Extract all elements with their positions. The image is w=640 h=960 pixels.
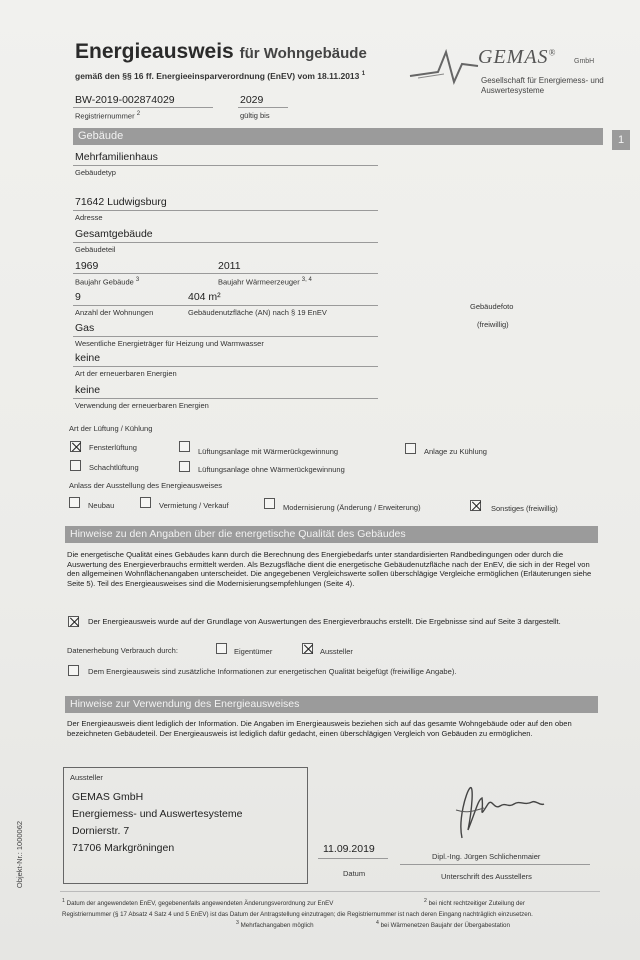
- building-type: Mehrfamilienhaus: [75, 151, 158, 163]
- checkbox-kuehlung[interactable]: [405, 443, 416, 454]
- apartments: 9: [75, 291, 81, 303]
- energy-carrier: Gas: [75, 322, 95, 334]
- logo-tagline: Gesellschaft für Energiemess- und Auswertesysteme: [481, 76, 604, 95]
- logo-name: GEMAS®: [478, 46, 557, 68]
- section-usage-header: Hinweise zur Verwendung des Energieausweises: [65, 696, 598, 713]
- option-kuehlung: Anlage zu Kühlung: [424, 447, 487, 456]
- year-heater: 2011: [218, 260, 241, 272]
- gemas-logo-icon: [408, 48, 480, 88]
- document-title: Energieausweis für Wohngebäude: [75, 40, 367, 63]
- footnote-2: $^2$ bei nicht rechtzeitiger Zuteilung der Registriernummer (§ 17 Absatz 4 Satz 4 und 5 EnEV) ist das Datum der Antragstellung einzutragen; die Registriernummer ist nach deren Eingang nachträglich einzusetzen.: [62, 898, 533, 919]
- option-aussteller: Aussteller: [320, 647, 353, 656]
- usable-area: 404 m²: [188, 291, 221, 303]
- registry-number-label: Registriernummer $^2$: [75, 111, 141, 121]
- checkbox-modernisierung[interactable]: [264, 498, 275, 509]
- apartments-label: Anzahl der Wohnungen: [75, 308, 154, 317]
- section-gebaeude-header: Gebäude: [73, 128, 603, 145]
- checkbox-schachtlueftung[interactable]: [70, 460, 81, 471]
- page-number: 1: [612, 130, 630, 150]
- building-photo-sub: (freiwillig): [477, 320, 509, 329]
- checkbox-aussteller[interactable]: [302, 643, 313, 654]
- checkbox-sonstiges[interactable]: [470, 500, 481, 511]
- energy-carrier-label: Wesentliche Energieträger für Heizung und Warmwasser: [75, 339, 264, 348]
- option-sonstiges: Sonstiges (freiwillig): [491, 504, 558, 513]
- issuer-line-3: Dornierstr. 7: [72, 825, 130, 837]
- option-modernisierung: Modernisierung (Änderung / Erweiterung): [283, 503, 421, 512]
- usage-paragraph: Der Energieausweis dient lediglich der Information. Die Angaben im Energieausweis beziehen sich auf das gesamte Wohngebäude oder auf den oben bezeichneten Gebäudeteil. Der Energieausweis ist lediglich dafür gedacht, einen überschlägigen Vergleich von Gebäuden zu ermöglichen.: [67, 719, 572, 738]
- renewable-use: keine: [75, 384, 101, 396]
- year-built: 1969: [75, 260, 99, 272]
- option-lueftung-ohne-wrg: Lüftungsanlage ohne Wärmerückgewinnung: [198, 465, 345, 474]
- option-lueftung-mit-wrg: Lüftungsanlage mit Wärmerückgewinnung: [198, 447, 339, 456]
- issuer-line-2: Energiemess- und Auswertesysteme: [72, 808, 243, 820]
- footnote-3: $^3$ Mehrfachangaben möglich: [236, 920, 314, 930]
- issuer-line-4: 71706 Markgröningen: [72, 842, 175, 854]
- zusatzinfo-text: Dem Energieausweis sind zusätzliche Informationen zur energetischen Qualität beigefügt (freiwillige Angabe).: [88, 667, 457, 676]
- option-vermietung: Vermietung / Verkauf: [159, 501, 229, 510]
- option-neubau: Neubau: [88, 501, 115, 510]
- checkbox-lueftung-ohne-wrg[interactable]: [179, 461, 190, 472]
- signature-icon: [448, 780, 548, 850]
- checkbox-neubau[interactable]: [69, 497, 80, 508]
- ventilation-label: Art der Lüftung / Kühlung: [69, 424, 153, 433]
- logo-gmbh: GmbH: [574, 58, 595, 65]
- checkbox-eigentuemer[interactable]: [216, 643, 227, 654]
- building-part: Gesamtgebäude: [75, 228, 153, 240]
- valid-until-label: gültig bis: [240, 111, 270, 120]
- section-quality-header: Hinweise zu den Angaben über die energetische Qualität des Gebäudes: [65, 526, 598, 543]
- checkbox-zusatzinfo[interactable]: [68, 665, 79, 676]
- signer-name: Dipl.-Ing. Jürgen Schlichenmaier: [432, 852, 541, 861]
- signature-label: Unterschrift des Ausstellers: [441, 872, 532, 881]
- year-heater-label: Baujahr Wärmeerzeuger $^{3, 4}$: [218, 277, 312, 287]
- issue-date: 11.09.2019: [323, 843, 375, 855]
- renewable-type: keine: [75, 352, 101, 364]
- footnote-1: $^1$ Datum der angewendeten EnEV, gegebenenfalls angewendeten Änderungsverordnung zur EnEV: [62, 898, 334, 908]
- renewable-use-label: Verwendung der erneuerbaren Energien: [75, 401, 209, 410]
- checkbox-verbrauch-basis[interactable]: [68, 616, 79, 627]
- issue-date-label: Datum: [343, 869, 366, 878]
- option-eigentuemer: Eigentümer: [234, 647, 273, 656]
- issuer-label: Aussteller: [70, 773, 103, 782]
- usable-area-label: Gebäudenutzfläche (AN) nach § 19 EnEV: [188, 308, 327, 317]
- building-part-label: Gebäudeteil: [75, 245, 116, 254]
- option-fensterlueftung: Fensterlüftung: [89, 443, 137, 452]
- address-label: Adresse: [75, 213, 103, 222]
- data-collection-label: Datenerhebung Verbrauch durch:: [67, 646, 178, 655]
- checkbox-fensterlueftung[interactable]: [70, 441, 81, 452]
- reason-label: Anlass der Ausstellung des Energieausweises: [69, 481, 223, 490]
- valid-until: 2029: [240, 94, 264, 106]
- option-schachtlueftung: Schachtlüftung: [89, 463, 139, 472]
- checkbox-vermietung[interactable]: [140, 497, 151, 508]
- address: 71642 Ludwigsburg: [75, 196, 167, 208]
- checkbox-lueftung-mit-wrg[interactable]: [179, 441, 190, 452]
- building-type-label: Gebäudetyp: [75, 168, 116, 177]
- quality-paragraph: Die energetische Qualität eines Gebäudes kann durch die Berechnung des Energiebedarfs unter standardisierten Randbedingungen oder durch die Auswertung des Energieverbrauchs ermittelt werden. Als Bezugsfläche dient die energetische Gebäudenutzfläche nach der EnEV, die sich in der Regel von den allgemeinen Wohnflächenangaben unterscheidet. Die angegebenen Vergleichswerte sollen überschlägige Vergleiche ermöglichen (Erläuterungen siehe Seite 5). Teil des Energieausweises sind die Modernisierungsempfehlungen (Seite 4).: [67, 550, 592, 588]
- verbrauch-basis-text: Der Energieausweis wurde auf der Grundlage von Auswertungen des Energieverbrauchs erstellt. Die Ergebnisse sind auf Seite 3 dargestellt.: [88, 617, 561, 626]
- renewable-type-label: Art der erneuerbaren Energien: [75, 369, 177, 378]
- document-subtitle: gemäß den §§ 16 ff. Energieeinsparverordnung (EnEV) vom 18.11.2013 $^1$: [75, 71, 366, 81]
- footnote-4: $^4$ bei Wärmenetzen Baujahr der Übergabestation: [376, 920, 510, 930]
- building-photo-label: Gebäudefoto: [470, 302, 514, 311]
- object-number: Objekt-Nr.: 1000062: [15, 820, 25, 889]
- issuer-line-1: GEMAS GmbH: [72, 791, 144, 803]
- year-built-label: Baujahr Gebäude $^3$: [75, 277, 140, 287]
- registry-number: BW-2019-002874029: [75, 94, 175, 106]
